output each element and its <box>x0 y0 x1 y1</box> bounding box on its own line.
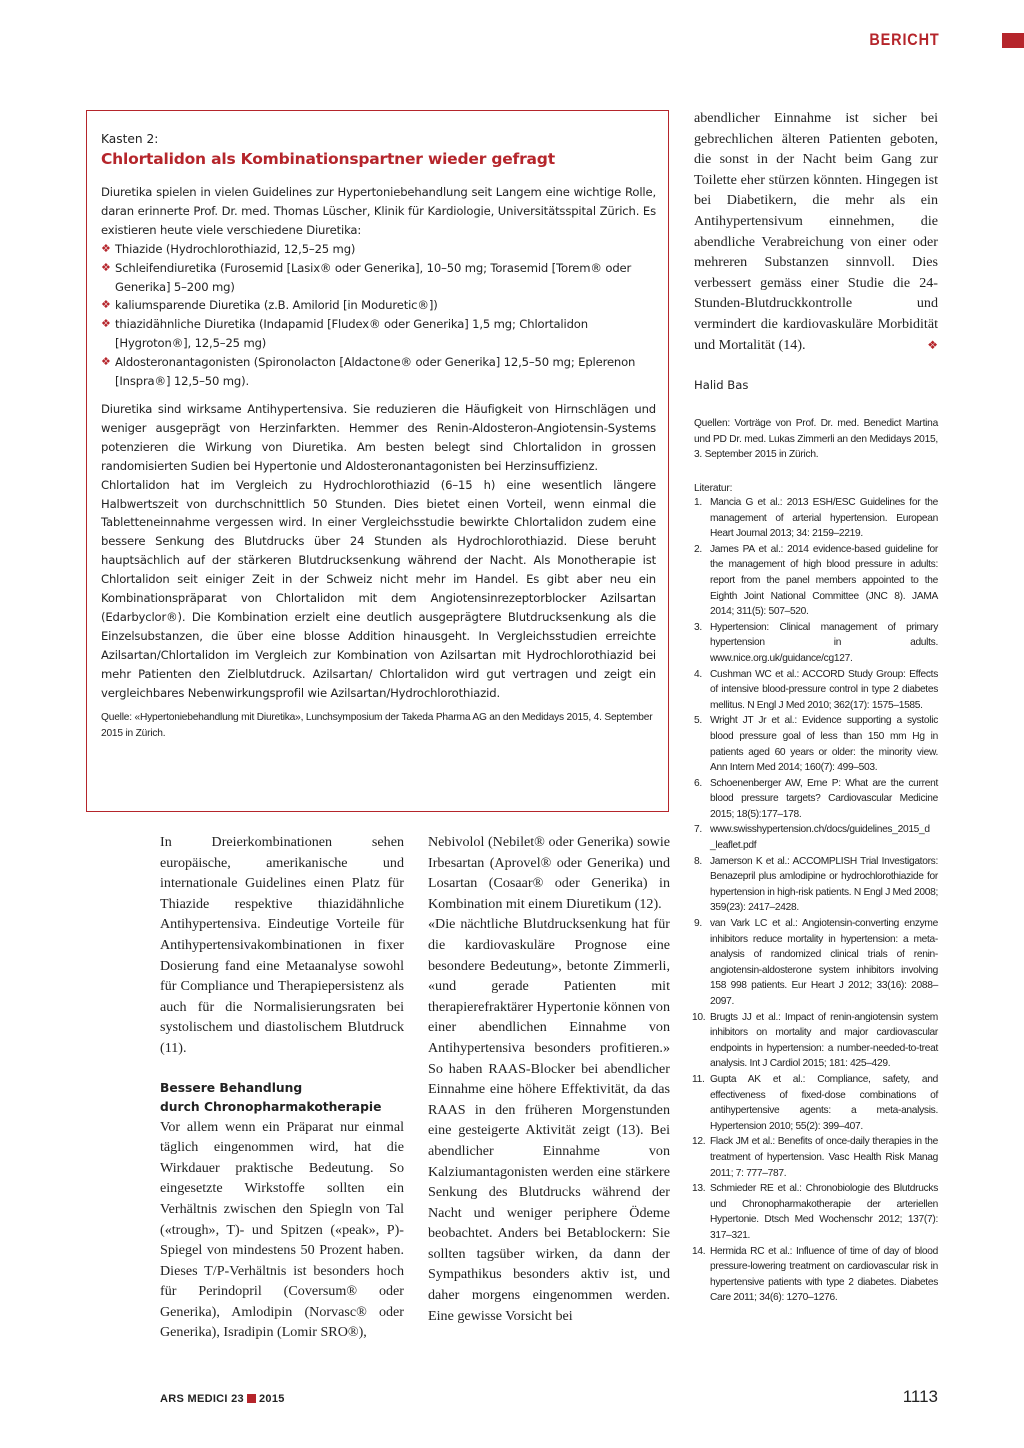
info-box-paragraph: Chlortalidon hat im Vergleich zu Hydrochlorothiazid (6–15 h) eine wesentlich längere Halbwertszeit von durchschnittlich 50 Stunden. Dies bietet einen Vorteil, wenn einmal die Tabletteneinnahme vergessen wird. In einer Vergleichsstudie bewirkte Chlortalidon zudem eine bessere Senkung des Blutdrucks über 24 Stunden als Hydrochlorothiazid. Diese beruht hauptsächlich auf der stärkeren Blutdrucksenkung während der Nacht. Als Monotherapie ist Chlortalidon seit einiger Zeit in der Schweiz nicht mehr im Handel. Es gibt aber neu ein Kombinationspräparat von Chlortalidon mit dem Angiotensinrezeptorblocker Azilsartan (Edarbyclor®). Die Kombination erzielt eine deutlich ausgeprägtere Blutdrucksenkung als die Einzelsubstanzen, die über eine blosse Addition hinausgeht. In Vergleichsstudien erreichte Azilsartan/Chlortalidon im Vergleich zur Kombination von Azilsartan mit Hydrochlorothiazid bei mehr Patienten den Zielblutdruck. Azilsartan/ Chlortalidon wird gut vertragen und zeigt ein vergleichbares Nebenwirkungsprofil wie Azilsartan/Hydrochlorothiazid. <box>101 477 656 700</box>
reference-text: www.swisshypertension.ch/docs/guidelines_2015_d _leaflet.pdf <box>710 824 930 852</box>
subheading: Bessere Behandlung durch Chronopharmakotherapie <box>160 1080 382 1114</box>
references-list <box>694 495 938 1306</box>
list-item: ❖ kaliumsparende Diuretika (z.B. Amilorid [in Moduretic®]) <box>101 296 656 315</box>
reference-text: Schoenenberger AW, Erne P: What are the current blood pressure targets? Cardiovascular Medicine 2015; 18(5):177–178. <box>710 777 938 820</box>
body-paragraph: Vor allem wenn ein Präparat nur einmal täglich eingenommen wird, hat die Wirkdauer praktische Bedeutung. So eingesetzte Wirkstoffe sollten ein Verhältnis zwischen den Spiegln von Tal («trough», T)- und Spitzen («peak», P)-Spiegel von mindestens 50 Prozent haben. Dieses T/P-Verhältnis ist besonders hoch für Perindopril (Coversum® oder Generika), Amlodipin (Norvasc® oder Generika), Isradipin (Lomir SRO®), <box>160 1118 404 1341</box>
reference-text: Flack JM et al.: Benefits of once-daily therapies in the treatment of hypertension. Vasc Health Risk Manag 2011; 7: 777–787. <box>710 1136 938 1179</box>
body-column-1 <box>160 832 404 1343</box>
reference-item <box>694 542 938 620</box>
body-paragraph: abendlicher Einnahme ist sicher bei gebrechlichen älteren Patienten geboten, die sonst in der Nacht beim Gang zur Toilette eher stürzen könnten. Hingegen ist bei Diabetikern, die mehr als ein Antihypertensivum einnehmen, die abendliche Verabreichung von einer oder mehreren Substanzen sinnvoll. Dies verbessert gemäss einer Studie die 24-Stunden-Blutdruckkontrolle und vermindert die kardiovaskuläre Morbidität und Mortalität (14). ❖ <box>694 108 938 355</box>
reference-number: 1. <box>694 497 702 508</box>
diuretics-list <box>101 240 656 391</box>
reference-item <box>694 776 938 823</box>
body-paragraph: Nebivolol (Nebilet® oder Generika) sowie Irbesartan (Aprovel® oder Generika) und Losartan (Cosaar® oder Generika) in Kombination mit einem Diuretikum (12). <box>428 834 670 912</box>
body-column-3 <box>694 108 938 355</box>
section-label: BERICHT <box>869 30 940 49</box>
reference-number: 5. <box>694 715 702 727</box>
page-number: 1113 <box>902 1387 938 1406</box>
reference-number: 8. <box>694 855 702 867</box>
reference-item <box>694 822 938 853</box>
reference-item <box>694 1010 938 1072</box>
info-box-content <box>101 131 656 753</box>
reference-text: Schmieder RE et al.: Chronobiologie des Blutdrucks und Chronopharmakotherapie der arteriellen Hypertonie. Dtsch Med Wochenschr 2012; 137(7): 317–321. <box>710 1183 938 1241</box>
diamond-bullet-icon: ❖ <box>101 317 111 331</box>
reference-number: 14. <box>692 1245 706 1257</box>
reference-text: Gupta AK et al.: Compliance, safety, and effectiveness of fixed-dose combinations of antihypertensive agents: a meta-analysis. Hypertension 2010; 55(2): 399–407. <box>710 1073 938 1132</box>
reference-item <box>694 667 938 714</box>
info-box <box>86 110 669 812</box>
reference-item <box>694 620 938 667</box>
diamond-bullet-icon: ❖ <box>101 355 111 369</box>
reference-text: Brugts JJ et al.: Impact of renin-angiotensin system inhibitors on mortality and major cardiovascular endpoints in hypertension: a number-needed-to-treat analysis. Int J Cardiol 2015; 181: 425–429. <box>710 1011 938 1070</box>
reference-text: Hypertension: Clinical management of primary hypertension in adults. www.nice.org.uk/guidance/cg127. <box>710 621 938 664</box>
reference-text: Wright JT Jr et al.: Evidence supporting a systolic blood pressure goal of less than 150 mm Hg in patients aged 60 years or older: the minority view. Ann Intern Med 2014; 160(7): 499–503. <box>710 715 938 774</box>
body-column-2 <box>428 832 670 1326</box>
info-box-label: Kasten 2: <box>101 132 159 146</box>
reference-text: Jamerson K et al.: ACCOMPLISH Trial Investigators: Benazepril plus amlodipine or hydrochlorothiazide for hypertension in high-risk patients. N Engl J Med 2008; 359(23): 2417–2428. <box>710 855 938 914</box>
diamond-bullet-icon: ❖ <box>101 298 111 312</box>
reference-item <box>694 1072 938 1134</box>
reference-number: 4. <box>694 668 702 680</box>
reference-text: Cushman WC et al.: ACCORD Study Group: Effects of intensive blood-pressure control in type 2 diabetes mellitus. N Engl J Med 2010; 362(17): 1575–1585. <box>710 668 938 711</box>
reference-item <box>694 1181 938 1243</box>
reference-text: Mancia G et al.: 2013 ESH/ESC Guidelines for the management of arterial hypertension. European Heart Journal 2013; 34: 2159–2219. <box>710 497 938 540</box>
body-paragraph: In Dreierkombinationen sehen europäische, amerikanische und internationale Guidelines einen Platz für Thiazide respektive thiazidähnliche Antihypertensiva. Eindeutige Vorteile für Antihypertensivakombinationen in fixer Dosierung fand eine Metaanalyse sowohl für Compliance und Therapiepersistenz als auch für die Normalisierungsraten bei systolischem und diastolischem Blutdruck (11). <box>160 834 404 1056</box>
reference-item <box>694 1244 938 1306</box>
accent-square <box>1002 33 1024 48</box>
info-box-source: Quelle: «Hypertoniebehandlung mit Diuretika», Lunchsymposium der Takeda Pharma AG an den Medidays 2015, 4. September 2015 in Zürich. <box>101 712 653 740</box>
reference-number: 2. <box>694 543 702 555</box>
reference-item <box>694 1134 938 1181</box>
reference-item <box>694 713 938 775</box>
diamond-bullet-icon: ❖ <box>101 241 111 255</box>
info-box-paragraph: Diuretika sind wirksame Antihypertensiva. Sie reduzieren die Häufigkeit von Hirnschlägen und weniger ausgeprägt von Herzinfarkten. Hemmer des Renin-Aldosteron-Angiotensin-Systems potenzieren die Wirkung von Diuretika. Am besten belegt sind Chlortalidon in grossen randomisierten Sudien bei Hypertonie und Aldosteronantagonisten bei Herzinsuffizienz. <box>101 401 656 473</box>
reference-text: James PA et al.: 2014 evidence-based guideline for the management of high blood pressure in adults: report from the panel members appointed to the Eighth Joint National Committee (JNC 8). JAMA 2014; 311(5): 507–520. <box>710 543 938 618</box>
reference-number: 13. <box>692 1183 706 1195</box>
reference-item <box>694 495 938 542</box>
info-box-intro: Diuretika spielen in vielen Guidelines zur Hypertoniebehandlung seit Langem eine wichtige Rolle, daran erinnerte Prof. Dr. med. Thomas Lüscher, Klinik für Kardiologie, Universitätsspital Zürich. Es existieren heute viele verschiedene Diuretika: <box>101 185 656 237</box>
diamond-bullet-icon: ❖ <box>101 260 111 274</box>
list-item: ❖ Thiazide (Hydrochlorothiazid, 12,5–25 mg) <box>101 240 656 259</box>
list-item: ❖ thiazidähnliche Diuretika (Indapamid [Fludex® oder Generika] 1,5 mg; Chlortalidon [Hygroton®], 12,5–25 mg) <box>101 317 588 351</box>
reference-number: 7. <box>694 824 702 836</box>
reference-number: 9. <box>694 918 702 930</box>
end-mark-icon: ❖ <box>927 337 938 352</box>
footer-journal: ARS MEDICI 23 2015 <box>160 1393 285 1405</box>
reference-number: 10. <box>692 1011 706 1023</box>
reference-text: Hermida RC et al.: Influence of time of day of blood pressure-lowering treatment on cardiovascular risk in hypertensive patients with type 2 diabetes. Diabetes Care 2011; 34(6): 1270–1276. <box>710 1245 938 1304</box>
reference-item <box>694 854 938 916</box>
reference-number: 12. <box>692 1136 706 1148</box>
sources-note: Quellen: Vorträge von Prof. Dr. med. Benedict Martina und PD Dr. med. Lukas Zimmerli an den Medidays 2015, 3. September 2015 in Zürich. <box>694 418 938 461</box>
reference-number: 3. <box>694 621 702 633</box>
author-name: Halid Bas <box>694 378 749 392</box>
list-item: ❖ Schleifendiuretika (Furosemid [Lasix® oder Generika], 10–50 mg; Torasemid [Torem® oder Generika] 5–200 mg) <box>101 260 632 294</box>
references-heading: Literatur: <box>694 483 733 494</box>
body-paragraph: «Die nächtliche Blutdrucksenkung hat für die kardiovaskuläre Prognose eine besondere Bedeutung», betonte Zimmerli, «und gerade Patienten mit therapierefraktärer Hypertonie können von einer abendlichen Einnahme von Antihypertensiva besonders profitieren.» So haben RAAS-Blocker bei abendlicher Einnahme eine höhere Effektivität, da das RAAS in den früheren Morgenstunden eine gesteigerte Aktivität zeigt (13). Bei abendlicher Einnahme von Kalziumantagonisten werden eine stärkere Senkung des Blutdrucks während der Nacht und weniger periphere Ödeme beobachtet. Anders bei Betablockern: Sie sollten tagsüber wirken, da dann der Sympathikus besonders aktiv ist, und daher morgens eingenommen werden. Eine gewisse Vorsicht bei <box>428 916 670 1324</box>
footer-square <box>247 1394 256 1403</box>
info-box-title: Chlortalidon als Kombinationspartner wieder gefragt <box>101 150 555 168</box>
reference-number: 11. <box>692 1073 705 1085</box>
reference-item <box>694 916 938 1010</box>
reference-text: van Vark LC et al.: Angiotensin-converting enzyme inhibitors reduce mortality in hypertension: a meta-analysis of randomized clinical trials of renin-angiotensin-aldosterone system inhibitors involving 158 998 patients. Eur Heart J 2012; 33(16): 2088–2097. <box>710 918 938 1007</box>
reference-number: 6. <box>694 777 702 789</box>
list-item: ❖ Aldosteronantagonisten (Spironolacton [Aldactone® oder Generika] 12,5–50 mg; Eplerenon [Inspra®] 12,5–50 mg). <box>101 355 636 389</box>
